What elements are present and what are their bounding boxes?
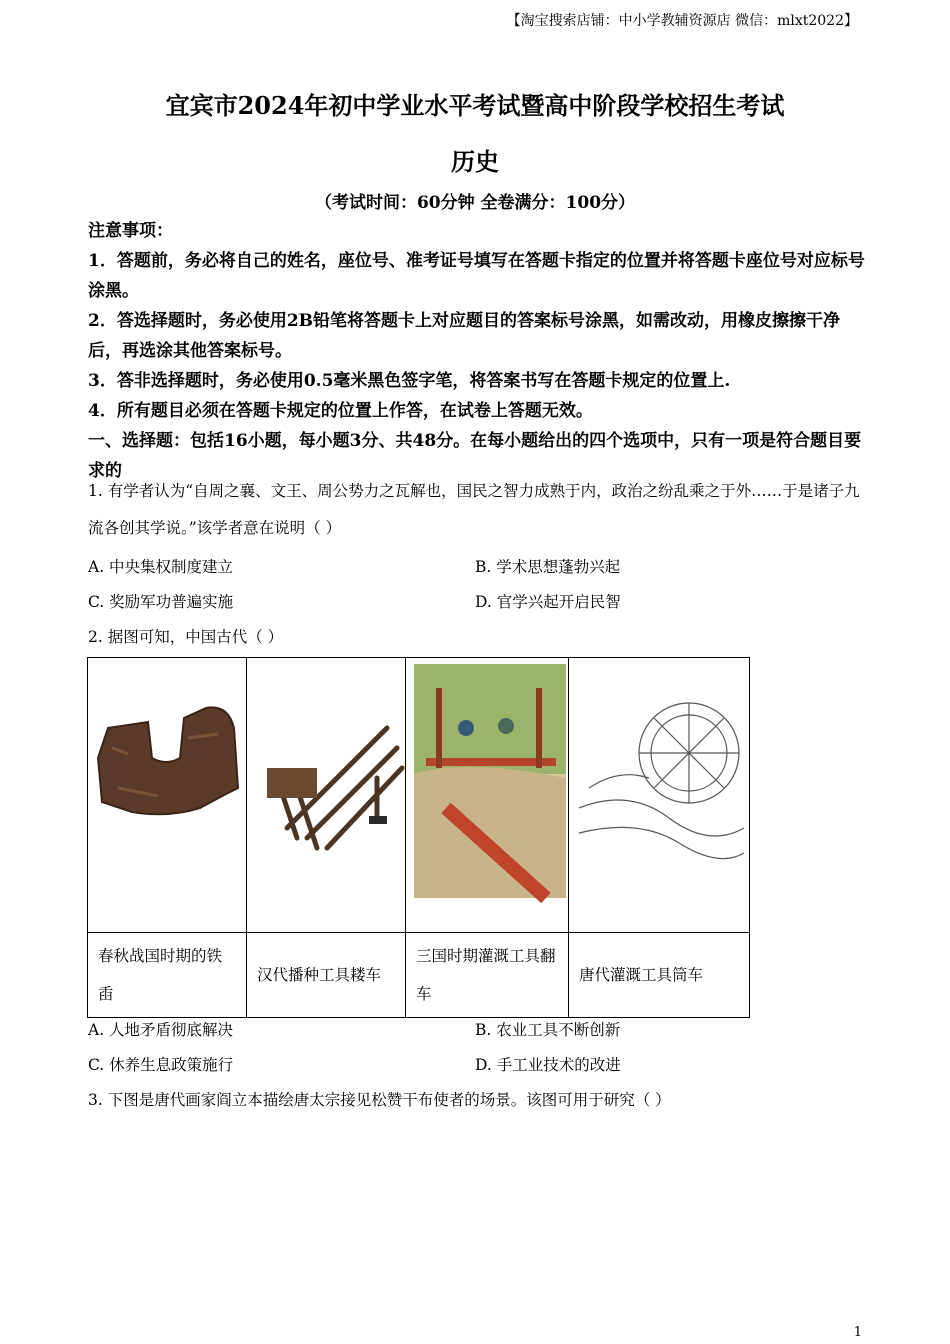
subject-title: 历史 — [451, 147, 499, 176]
question-1-stem: 1. 有学者认为“自周之襄、文王、周公势力之瓦解也，国民之智力成熟于内，政治之纷乱乘之于外……于是诸子九流各创其学说。”该学者意在说明（ ） — [88, 482, 860, 537]
question-3-stem: 3. 下图是唐代画家阎立本描绘唐太宗接见松赞干布使者的场景。该图可用于研究（ ） — [88, 1091, 671, 1109]
header-note: 【淘宝搜索店铺：中小学教辅资源店 微信：mlxt2022】 — [506, 13, 858, 29]
caption-chain-pump: 三国时期灌溉工具翻车 — [406, 933, 569, 1018]
q1-option-d[interactable]: D. 官学兴起开启民智 — [475, 593, 621, 611]
exam-info: （考试时间：60分钟 全卷满分：100分） — [314, 193, 636, 213]
q1-option-b[interactable]: B. 学术思想蓬勃兴起 — [475, 558, 621, 576]
note-item: 4．所有题目必须在答题卡规定的位置上作答，在试卷上答题无效。 — [88, 401, 593, 421]
note-item: 1．答题前，务必将自己的姓名，座位号、准考证号填写在答题卡指定的位置并将答题卡座位号对应标号涂黑。 — [88, 251, 865, 301]
caption-water-wheel: 唐代灌溉工具筒车 — [569, 933, 750, 1018]
water-wheel-image — [569, 658, 750, 933]
exam-title: 宜宾市2024年初中学业水平考试暨高中阶段学校招生考试 — [165, 91, 785, 120]
q2-option-c[interactable]: C. 休养生息政策施行 — [88, 1056, 234, 1074]
q2-option-d[interactable]: D. 手工业技术的改进 — [475, 1056, 621, 1074]
tools-image-table — [87, 657, 750, 1018]
page-number: 1 — [853, 1325, 862, 1340]
note-item: 2．答选择题时，务必使用2B铅笔将答题卡上对应题目的答案标号涂黑，如需改动，用橡皮擦擦干净后，再选涂其他答案标号。 — [88, 311, 841, 361]
chain-pump-image — [406, 658, 569, 933]
seed-drill-image — [247, 658, 406, 933]
question-1 — [88, 473, 868, 547]
q1-option-a[interactable]: A. 中央集权制度建立 — [88, 558, 234, 576]
caption-iron-spade: 春秋战国时期的铁臿 — [88, 933, 247, 1018]
notes-block — [88, 216, 868, 486]
q1-option-c[interactable]: C. 奖励军功普遍实施 — [88, 593, 234, 611]
q2-option-a[interactable]: A. 人地矛盾彻底解决 — [88, 1021, 234, 1039]
caption-seed-drill: 汉代播种工具耧车 — [247, 933, 406, 1018]
notes-heading: 注意事项： — [88, 221, 173, 241]
question-2-stem: 2. 据图可知，中国古代（ ） — [88, 628, 284, 646]
q2-option-b[interactable]: B. 农业工具不断创新 — [475, 1021, 621, 1039]
section-heading: 一、选择题：包括16小题，每小题3分、共48分。在每小题给出的四个选项中，只有一项是符合题目要求的 — [88, 431, 862, 481]
note-item: 3．答非选择题时，务必使用0.5毫米黑色签字笔，将答案书写在答题卡规定的位置上. — [88, 371, 731, 391]
iron-spade-image — [88, 658, 247, 933]
